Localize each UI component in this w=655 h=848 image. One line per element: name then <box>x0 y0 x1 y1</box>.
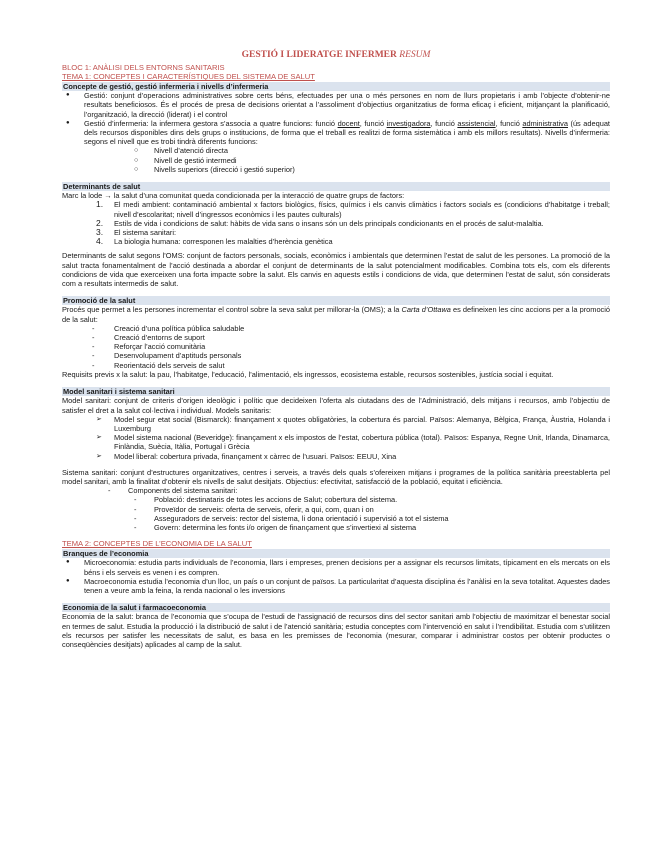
list-item: 4. La biologia humana: corresponen les malalties d’herència genètica <box>96 236 333 247</box>
section-heading-model: Model sanitari i sistema sanitari <box>62 387 610 396</box>
document-title: GESTIÓ I LIDERATGE INFERMER RESUM <box>241 50 431 60</box>
list-item: ● Microeconomia: estudia parts individuals de l’economia, llars i empreses, prenen decisions per a assignar els recursos limitats, típicament en els mercats on els béns i els serveis es venen i es compren. <box>62 558 610 576</box>
list-item: - Proveïdor de serveis: oferta de serveis, oferir, a qui, com, quan i on <box>62 505 610 514</box>
list-item: ➢ Model liberal: cobertura privada, finançament x càrrec de l’usuari. Països: EEUU, Xina <box>62 452 610 461</box>
branques-list <box>62 558 610 595</box>
list-item: - Asseguradors de serveis: rector del sistema, li dona orientació i supervisió a tot el sistema <box>62 514 610 523</box>
determinants-list <box>62 200 610 246</box>
promocio-intro: Procés que permet a les persones incrementar el control sobre la seva salut per millorar-la (OMS); a la Carta d’Ottawa es defineixen les cinc accions per a la promoció de la salut: <box>62 305 611 324</box>
determinants-paragraph: Determinants de salut segons l’OMS: conjunt de factors personals, socials, econòmics i ambientals que determinen l’estat de salut de les persones. La promoció de la salut tracta fonamentalment de l’acció destinada a abordar el conjunt de determinants de la salut potencialment modificables. Combina tots els, com els diferents condicions de vida que exerceixen una forta impacte sobre la salut. Els canvis en aquests estils i condicions de vida, que determinen l’estat de salut, són considerats com a resultats intermedis de salut. <box>62 251 610 289</box>
promocio-requisits: Requisits previs x la salut: la pau, l’habitatge, l’educació, l’alimentació, els ingressos, ecosistema estable, recursos sostenibles, justícia social i equitat. <box>62 369 554 379</box>
list-item: 2. Estils de vida i condicions de salut: hàbits de vida sans o insans són un dels principals condicionants en el procés de salut-malaltia. <box>96 217 544 228</box>
list-item: 1. El medi ambient: contaminació ambiental x factors biològics, físics, químics i els canvis climàtics i factors socials es (condicions d’habitatge i treball; nivell d’escolaritat; nivell d’ingressos econòmics i les pautes culturals) <box>96 199 610 219</box>
list-item: ○ Nivell d’atenció directa <box>62 146 610 155</box>
tema1-heading: TEMA 1: CONCEPTES I CARACTERÍSTIQUES DEL SISTEMA DE SALUT <box>62 72 315 81</box>
list-item: - Reforçar l’acció comunitària <box>62 342 610 351</box>
list-item: ○ Nivell de gestió intermedi <box>62 156 610 165</box>
list-item: ● Gestió d’infermeria: la infermera gestora s’associa a quatre funcions: funció docent, funció investigadora, funció assistencial, funció administrativa (ús adequat dels recursos disponibles dins dels grups o institucions, de forma que el treball es realitzi de forma sistemàtica i amb els millors resultats). Nivells d’infermeria: segons el nivell que es trobi tindrà diferents funcions: <box>62 119 610 147</box>
determinants-intro: Marc la lode → la salut d’una comunitat queda condicionada per la interacció de quatre grups de factors: <box>62 191 405 201</box>
list-item: - Reorientació dels serveis de salut <box>62 361 610 370</box>
models-list <box>62 415 610 461</box>
list-item: ● Gestió: conjunt d’operacions administratives sobre certs béns, efectuades per una o més persones en nom de llurs propietaris i amb l’objecte d’obtenir-ne resultats beneficiosos. És el procés de presa de decisions orientat a l’assoliment d’objectius organitzatius de forma eficaç i eficient, mitjançant la planificació, l’organització, la direcció (liderat) i el control <box>62 91 610 119</box>
model-paragraph: Model sanitari: conjunt de criteris d’origen ideològic i polític que decideixen l’oferta als ciutadans des de l’Administració, dels mitjans i recursos, amb l’objectiu de satisfer el dret a la salut col·lectiva i individual. Models sanitaris: <box>62 396 610 415</box>
list-item: - Creació d’entorns de suport <box>62 333 610 342</box>
list-item: 3. El sistema sanitari: <box>96 227 177 238</box>
list-item: - Desenvolupament d’aptituds personals <box>62 351 610 360</box>
section-heading-promocio: Promoció de la salut <box>62 296 610 305</box>
economia-paragraph: Economia de la salut: branca de l’economia que s’ocupa de l’estudi de l’assignació de recursos dins del sector sanitari amb l’objectiu de maximitzar el benestar social en termes de salut. Estudia la producció i la distribució de salut i de l’atenció sanitària; estudia conceptes com l’intervenció en salut i l’rendibilitat. Estudia com s’utilitzen els recursos per satisfer les necessitats de salut, es basa en les premisses de l’economia (mesurar, comparar i administrar costos per obtenir productes o conseqüències desitjats) aplicades al camp de la salut. <box>62 612 611 649</box>
list-item: - Govern: determina les fonts i/o origen de finançament que s’invertiexi al sistema <box>62 523 610 532</box>
promocio-actions <box>62 324 610 370</box>
list-item: ○ Nivells superiors (direcció i gestió superior) <box>62 165 610 174</box>
sistema-paragraph: Sistema sanitari: conjunt d’estructures organitzatives, centres i serveis, a través dels quals s’ofereixen mitjans i programes de la política sanitària preestablerta pel model sanitari, amb la finalitat d’obtenir els nivells de salut desitjats. Objectius: efectivitat, satisfacció de la població, equitat i eficiència. <box>62 467 610 486</box>
document-page <box>62 50 610 649</box>
list-item: - Creació d’una política pública saludable <box>62 324 610 333</box>
section-heading-branques: Branques de l’economia <box>62 549 610 558</box>
section-heading-gestio: Concepte de gestió, gestió infermeria i nivells d’infermeria <box>62 82 610 91</box>
bloc-heading: BLOC 1: ANÀLISI DELS ENTORNS SANITARIS <box>62 63 225 72</box>
gestio-list <box>62 91 610 174</box>
list-item: ➢ Model segur etat social (Bismarck): finançament x quotes obligatòries, la cobertura és parcial. Països: Alemanya, Bèlgica, França, Àustria, Holanda i Luxemburg <box>62 415 610 433</box>
section-heading-determinants: Determinants de salut <box>62 182 610 191</box>
tema2-heading: TEMA 2: CONCEPTES DE L’ECONOMIA DE LA SALUT <box>62 539 252 549</box>
list-item: - Població: destinataris de totes les accions de Salut; cobertura del sistema. <box>62 495 610 504</box>
components-label: - Components del sistema sanitari: <box>62 486 610 495</box>
list-item: ➢ Model sistema nacional (Beveridge): finançament x els impostos de l’estat, cobertura pública (total). Països: Espanya, Regne Unit, Irlanda, Dinamarca, Finlàndia, Suècia, Itàlia, Portugal i Grècia <box>62 433 610 451</box>
components-list <box>62 495 610 532</box>
list-item: ● Macroeconomia estudia l’economia d’un lloc, un país o un conjunt de països. La particularitat d’aquesta disciplina és l’anàlisi en la seva totalitat. Aquestes dades tenen a veure amb la feina, la renda nacional o les inversions <box>62 577 610 595</box>
section-heading-economia: Economia de la salut i farmacoeconomia <box>62 603 610 612</box>
